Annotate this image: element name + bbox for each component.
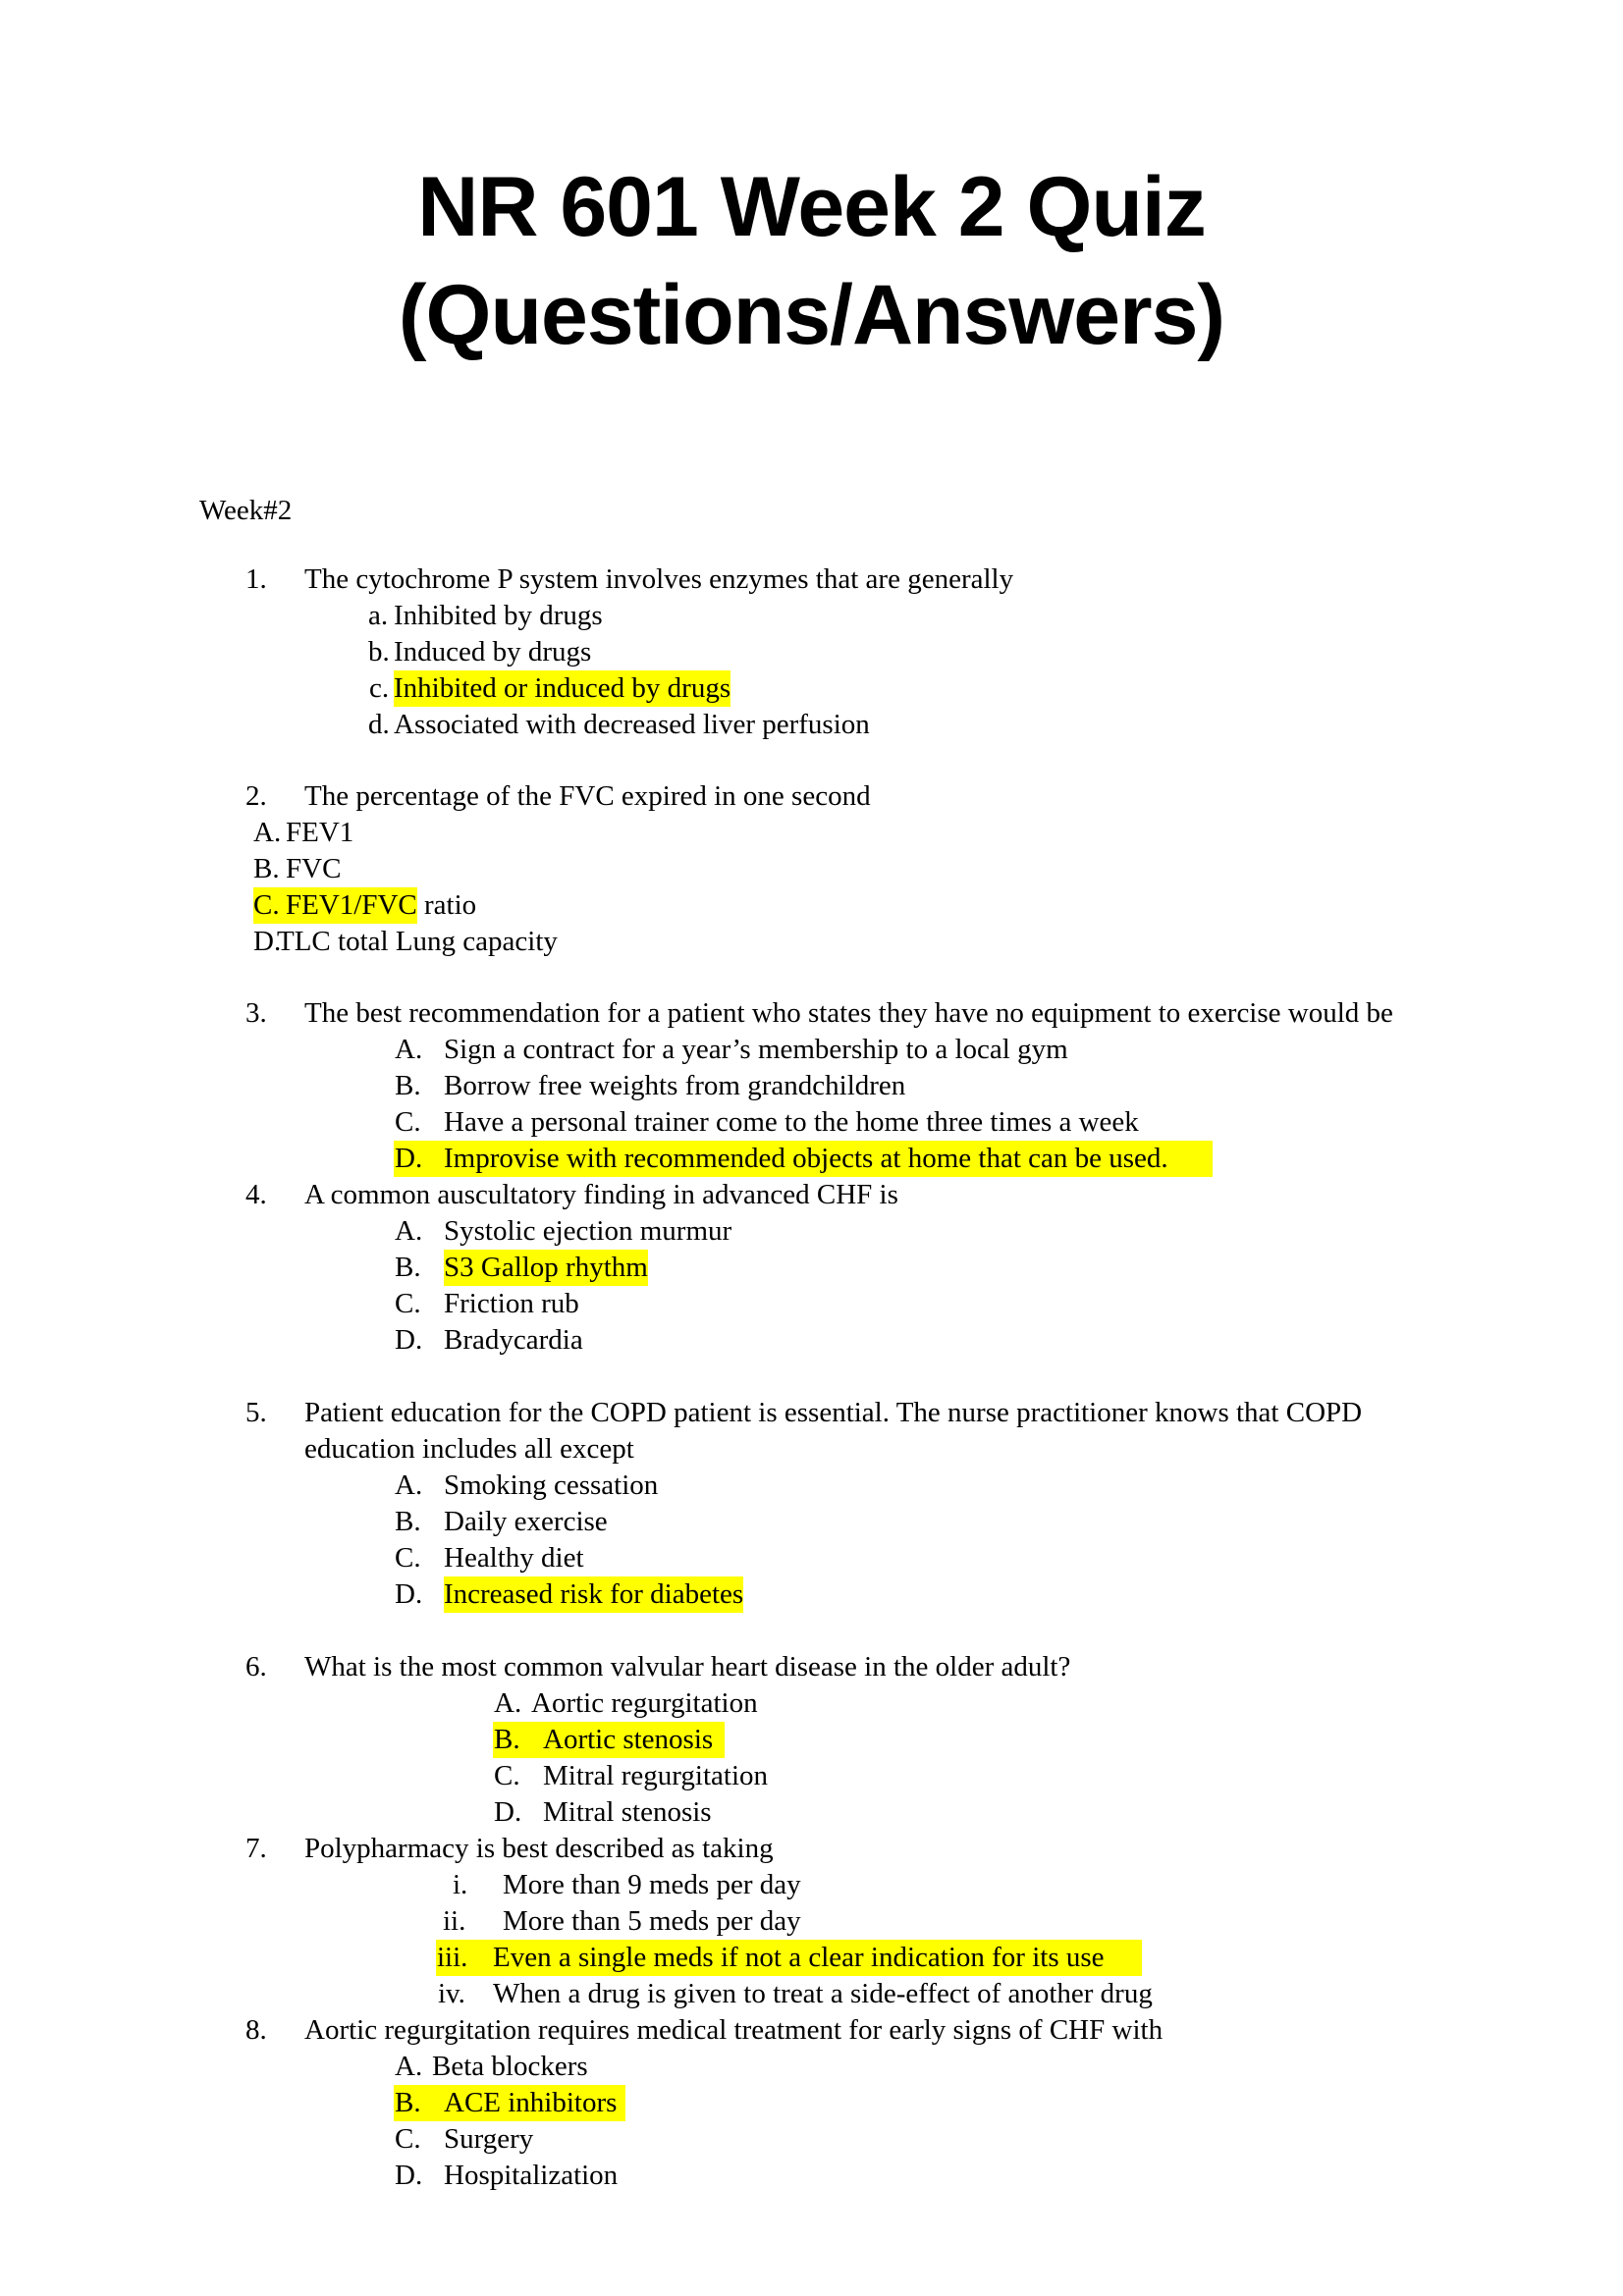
- option-text-correct-answer: Aortic stenosis: [543, 1724, 714, 1755]
- question-number: 1.: [245, 563, 267, 595]
- question-number: 3.: [245, 997, 267, 1029]
- option-marker: A.: [494, 1687, 522, 1719]
- option-text: Sign a contract for a year’s membership to a local gym: [444, 1034, 1068, 1065]
- question-text: The cytochrome P system involves enzymes that are generally: [304, 563, 1014, 595]
- question-number: 4.: [245, 1179, 267, 1210]
- option-marker: b.: [368, 636, 390, 667]
- option-text: FEV1: [286, 817, 354, 848]
- option-text: Have a personal trainer come to the home three times a week: [444, 1106, 1139, 1138]
- option-marker: iii.: [437, 1942, 468, 1973]
- option-text: Hospitalization: [444, 2160, 619, 2191]
- question-number: 2.: [245, 780, 267, 812]
- option-marker: c.: [369, 672, 390, 704]
- option-marker: C.: [395, 1542, 421, 1574]
- option-marker: C.: [253, 889, 280, 921]
- question-text: A common auscultatory finding in advanced CHF is: [304, 1179, 898, 1210]
- question-text: The best recommendation for a patient who states they have no equipment to exercise would be: [304, 997, 1393, 1029]
- option-text: FVC: [286, 853, 342, 884]
- option-marker: ii.: [443, 1905, 466, 1937]
- question-number: 6.: [245, 1651, 267, 1682]
- option-marker: d.: [368, 709, 390, 740]
- option-marker: B.: [395, 1070, 421, 1101]
- option-text: More than 9 meds per day: [503, 1869, 801, 1900]
- option-text-correct-answer: Inhibited or induced by drugs: [394, 670, 730, 707]
- option-text: Smoking cessation: [444, 1469, 659, 1501]
- option-marker: B.: [395, 2087, 421, 2118]
- option-marker: A.: [395, 1469, 423, 1501]
- option-marker: i.: [453, 1869, 468, 1900]
- option-marker: A.: [395, 1034, 423, 1065]
- option-marker: B.: [395, 1506, 421, 1537]
- option-text: Inhibited by drugs: [394, 600, 603, 631]
- question-text: Aortic regurgitation requires medical treatment for early signs of CHF with: [304, 2014, 1163, 2046]
- option-text: Daily exercise: [444, 1506, 608, 1537]
- option-text-correct-answer: Even a single meds if not a clear indication for its use: [493, 1942, 1105, 1973]
- option-marker: C.: [494, 1760, 520, 1791]
- option-text: Friction rub: [444, 1288, 579, 1319]
- question-text: The percentage of the FVC expired in one second: [304, 780, 871, 812]
- option-marker: A.: [395, 2051, 423, 2082]
- option-marker: a.: [368, 600, 389, 631]
- option-text: TLC total Lung capacity: [277, 926, 558, 957]
- option-text: Systolic ejection murmur: [444, 1215, 732, 1247]
- option-marker: B.: [494, 1724, 520, 1755]
- option-text: Beta blockers: [432, 2051, 588, 2082]
- option-marker: C.: [395, 1288, 421, 1319]
- question-text-continued: education includes all except: [304, 1433, 634, 1465]
- option-marker: A.: [253, 817, 282, 848]
- option-marker: D.: [395, 1143, 423, 1174]
- option-marker: D.: [395, 1578, 423, 1610]
- question-text: What is the most common valvular heart disease in the older adult?: [304, 1651, 1071, 1682]
- option-text: Mitral regurgitation: [543, 1760, 768, 1791]
- option-text: Associated with decreased liver perfusion: [394, 709, 870, 740]
- question-number: 5.: [245, 1397, 267, 1428]
- option-marker: D.: [395, 1324, 423, 1356]
- option-text-correct-answer: ACE inhibitors: [444, 2087, 618, 2118]
- question-text: Polypharmacy is best described as taking: [304, 1833, 774, 1864]
- question-text: Patient education for the COPD patient is essential. The nurse practitioner knows that COPD: [304, 1397, 1363, 1428]
- option-text: Borrow free weights from grandchildren: [444, 1070, 906, 1101]
- option-marker: D.: [494, 1796, 522, 1828]
- option-text-correct-answer: Improvise with recommended objects at home that can be used.: [444, 1143, 1168, 1174]
- option-marker: B.: [395, 1252, 421, 1283]
- option-text-correct-answer: S3 Gallop rhythm: [444, 1250, 648, 1286]
- option-text: Bradycardia: [444, 1324, 583, 1356]
- option-marker: D.: [253, 926, 282, 957]
- option-marker: D.: [395, 2160, 423, 2191]
- option-marker: iv.: [438, 1978, 465, 2009]
- option-text-correct-answer: Increased risk for diabetes: [444, 1576, 743, 1613]
- section-label: Week#2: [199, 495, 293, 526]
- option-marker: C.: [395, 1106, 421, 1138]
- document-title-line-1: NR 601 Week 2 Quiz: [417, 160, 1206, 254]
- option-text: Mitral stenosis: [543, 1796, 712, 1828]
- question-number: 7.: [245, 1833, 267, 1864]
- option-text: Healthy diet: [444, 1542, 584, 1574]
- option-marker: A.: [395, 1215, 423, 1247]
- option-text: More than 5 meds per day: [503, 1905, 801, 1937]
- option-text-correct-answer: FEV1/FVC ratio: [286, 889, 477, 921]
- option-text: Surgery: [444, 2123, 534, 2155]
- option-text: When a drug is given to treat a side-effect of another drug: [493, 1978, 1153, 2009]
- document-title-line-2: (Questions/Answers): [398, 268, 1225, 362]
- question-number: 8.: [245, 2014, 267, 2046]
- option-marker: B.: [253, 853, 280, 884]
- option-text: Aortic regurgitation: [531, 1687, 758, 1719]
- option-marker: C.: [395, 2123, 421, 2155]
- option-text: Induced by drugs: [394, 636, 592, 667]
